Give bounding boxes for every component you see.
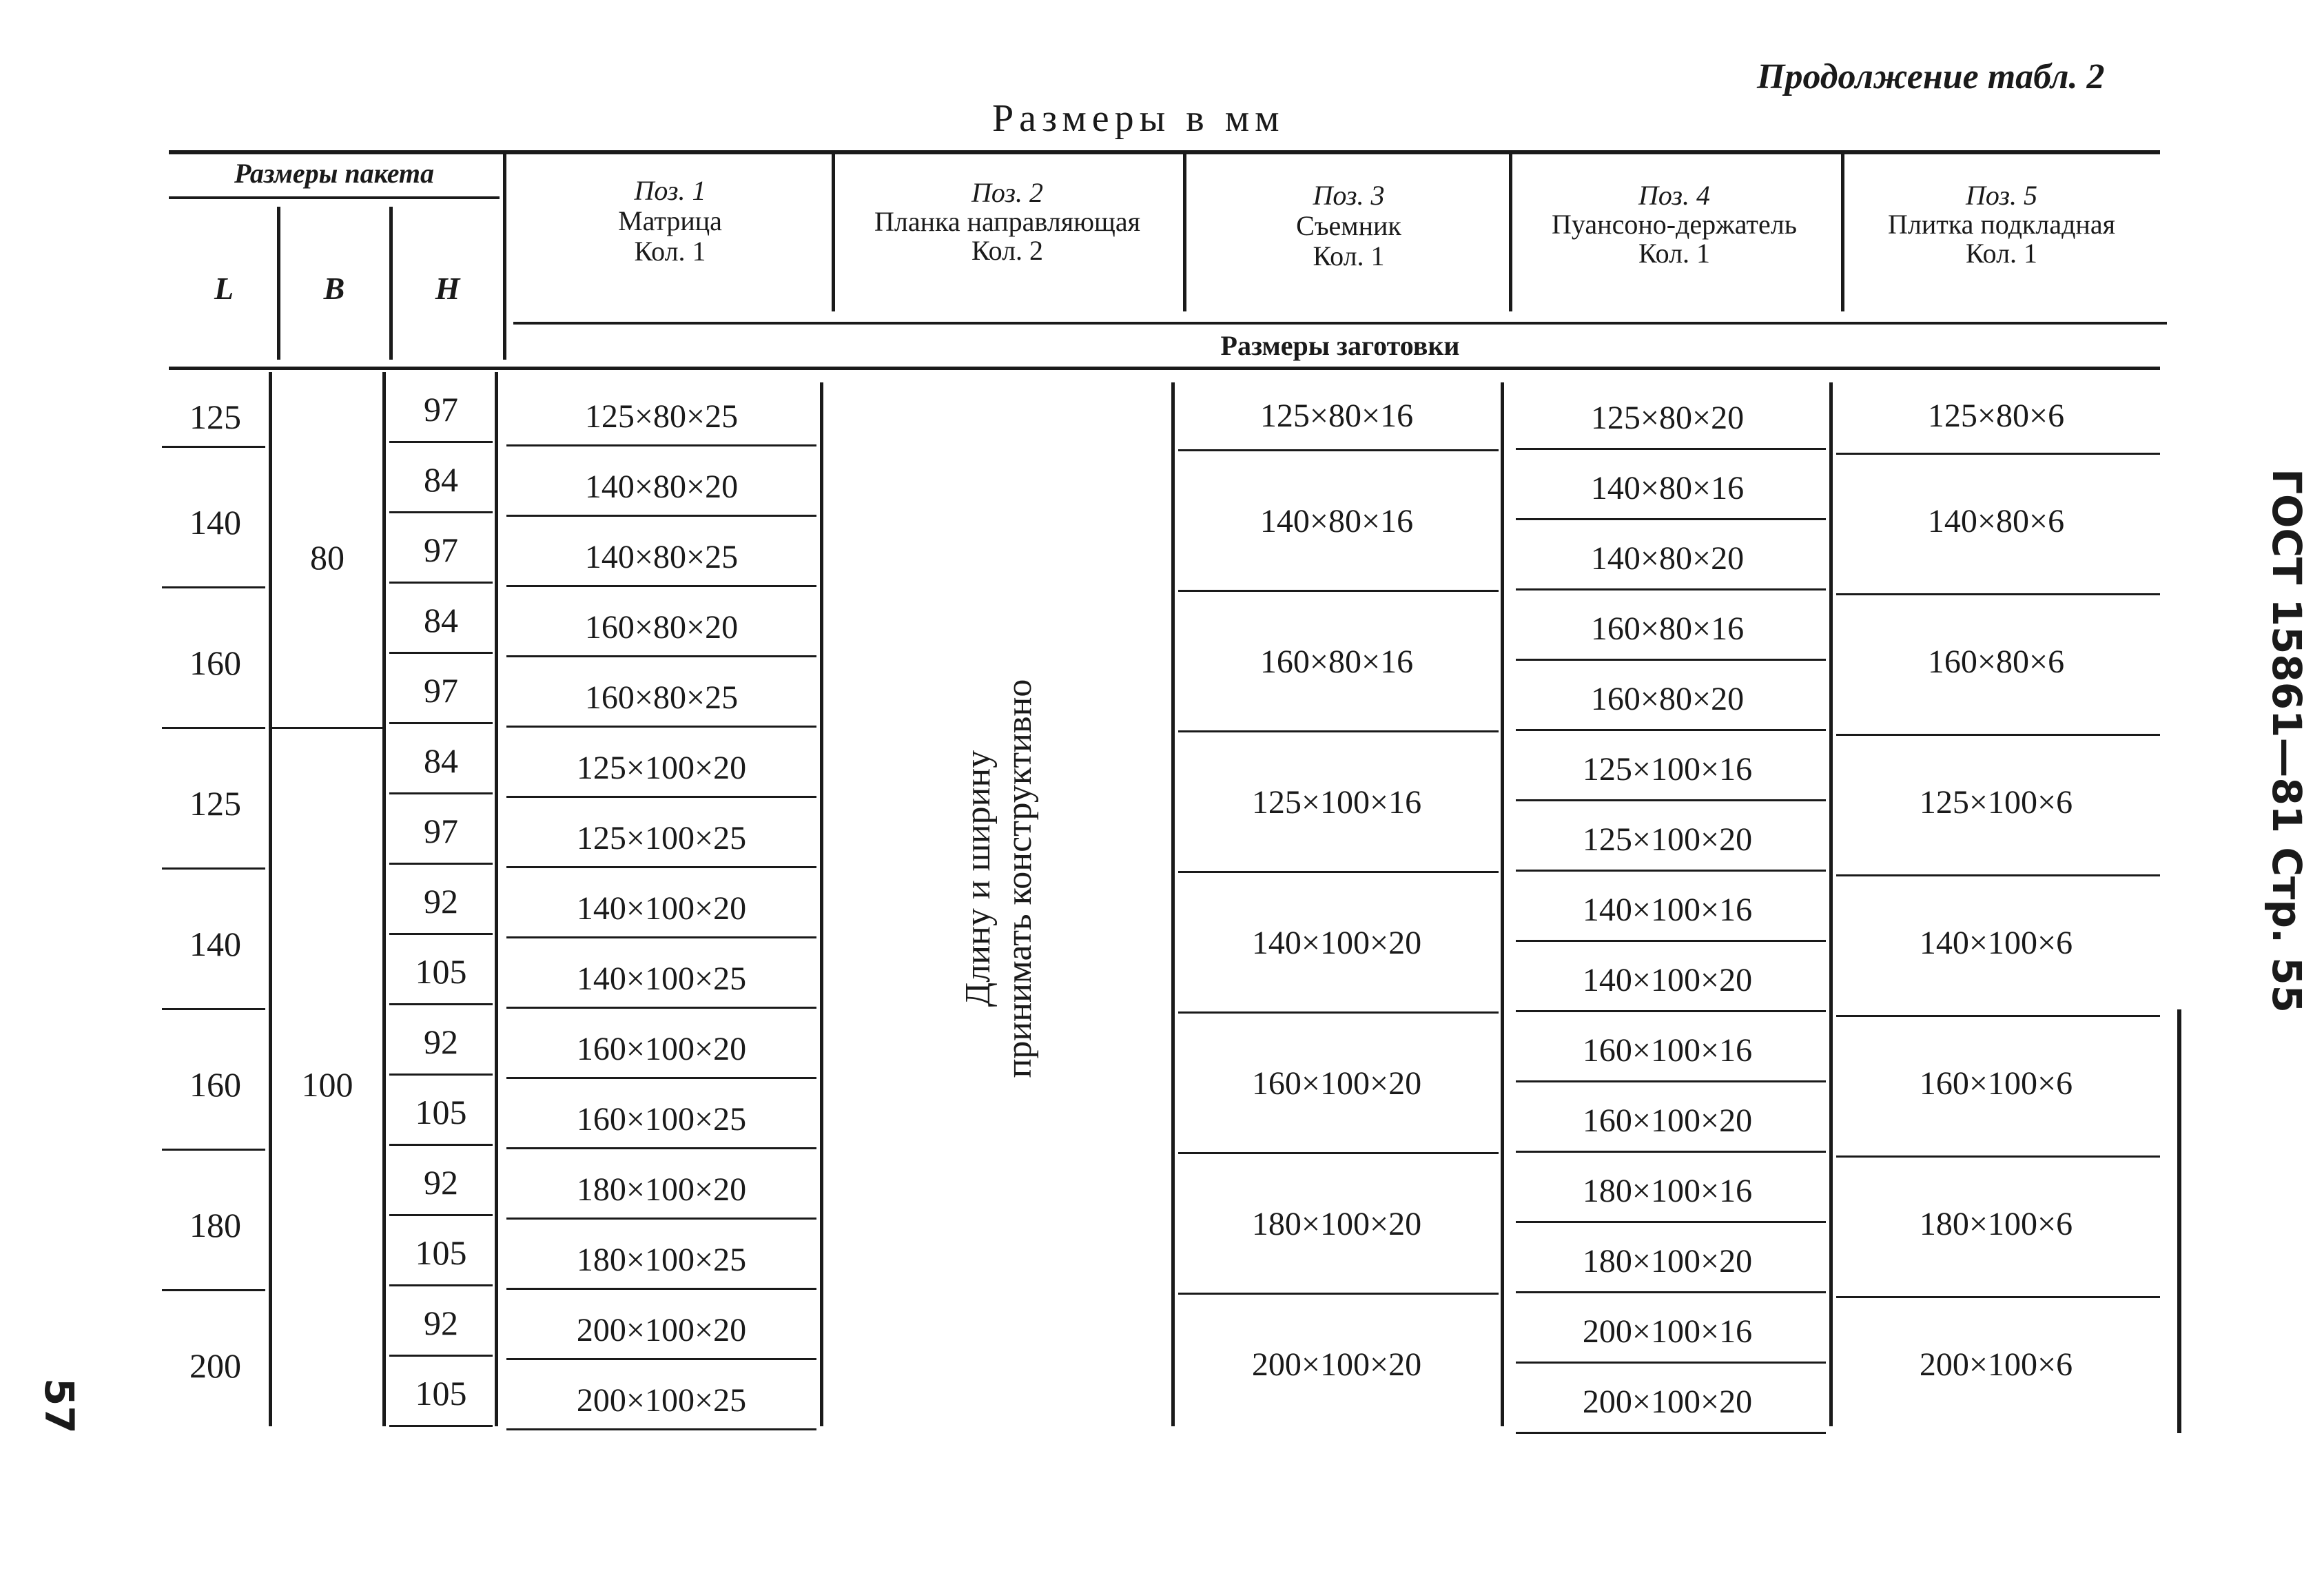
row-rule xyxy=(506,1218,816,1220)
pos1-qty: Кол. 1 xyxy=(634,236,706,267)
pos5-blank-size: 125×80×6 xyxy=(1927,398,2065,434)
pos3-blank-size: 140×80×16 xyxy=(1259,503,1414,540)
header-divider xyxy=(1183,153,1186,311)
group-rule xyxy=(1836,1155,2160,1158)
row-rule xyxy=(1516,1080,1826,1082)
row-rule xyxy=(1516,1362,1826,1364)
pos1-blank-size: 125×100×20 xyxy=(576,750,747,786)
pos4-blank-size: 160×100×20 xyxy=(1582,1102,1753,1139)
row-rule xyxy=(389,1214,493,1216)
pos4-blank-size: 200×100×16 xyxy=(1582,1313,1753,1350)
l-value: 180 xyxy=(189,1206,241,1244)
group-rule xyxy=(1836,453,2160,455)
group-rule xyxy=(1178,1011,1499,1014)
pos4-blank-size: 125×100×20 xyxy=(1582,821,1753,858)
pos5-blank-size: 180×100×6 xyxy=(1919,1206,2073,1242)
row-rule xyxy=(389,1144,493,1146)
pos4-blank-size: 140×100×20 xyxy=(1582,962,1753,998)
pos4-blank-size: 140×100×16 xyxy=(1582,892,1753,928)
package-group-rule xyxy=(169,196,500,199)
pos3-number: Поз. 3 xyxy=(1313,180,1385,211)
h-value: 84 xyxy=(424,741,458,780)
row-rule xyxy=(389,511,493,513)
row-rule xyxy=(389,1003,493,1005)
row-rule xyxy=(1516,799,1826,801)
l-value: 200 xyxy=(189,1346,241,1385)
gost-page-ref: ГОСТ 15861—81 Стр. 55 xyxy=(2263,469,2310,1013)
group-rule xyxy=(1836,593,2160,595)
row-rule xyxy=(1516,1432,1826,1434)
l-value: 160 xyxy=(189,1065,241,1104)
pos2-name: Планка направляющая xyxy=(874,206,1140,237)
group-rule xyxy=(1178,730,1499,732)
row-rule xyxy=(1516,870,1826,872)
h-value: 92 xyxy=(424,1163,458,1202)
row-rule xyxy=(506,1077,816,1079)
pos3-name: Съемник xyxy=(1296,210,1401,241)
pos3-blank-size: 125×80×16 xyxy=(1259,398,1414,434)
col-header-b: B xyxy=(323,271,345,306)
row-rule xyxy=(1516,1151,1826,1153)
row-rule xyxy=(389,441,493,443)
pos1-name: Матрица xyxy=(618,205,722,236)
row-rule xyxy=(1516,1291,1826,1293)
group-rule xyxy=(162,867,265,870)
pos3-blank-size: 180×100×20 xyxy=(1251,1206,1422,1242)
l-value: 140 xyxy=(189,503,241,542)
h-value: 92 xyxy=(424,1023,458,1061)
blank-sizes-label: Размеры заготовки xyxy=(1220,330,1460,361)
row-rule xyxy=(1516,1010,1826,1012)
pos2-qty: Кол. 2 xyxy=(971,235,1044,266)
pos1-number: Поз. 1 xyxy=(634,175,706,206)
pos5-blank-size: 140×100×6 xyxy=(1919,925,2073,961)
body-divider xyxy=(495,372,498,1426)
header-bottom-rule xyxy=(169,367,2160,370)
pos4-blank-size: 140×80×16 xyxy=(1590,470,1745,506)
b-value: 100 xyxy=(301,1065,353,1104)
row-rule xyxy=(389,652,493,654)
group-rule xyxy=(165,446,265,448)
pos1-blank-size: 180×100×25 xyxy=(576,1242,747,1278)
h-value: 92 xyxy=(424,882,458,921)
row-rule xyxy=(1516,1221,1826,1223)
body-divider xyxy=(382,372,386,1426)
header-divider xyxy=(1841,153,1844,311)
row-rule xyxy=(506,444,816,446)
col-header-h: H xyxy=(435,271,460,306)
row-rule xyxy=(506,655,816,657)
row-rule xyxy=(506,1428,816,1430)
continuation-label: Продолжение табл. 2 xyxy=(1757,57,2105,96)
group-rule xyxy=(162,1008,265,1010)
pos5-blank-size: 160×100×6 xyxy=(1919,1065,2073,1102)
pos4-number: Поз. 4 xyxy=(1638,180,1710,211)
pos4-blank-size: 125×80×20 xyxy=(1590,400,1745,436)
b-group-rule xyxy=(272,727,382,729)
pos2-note xyxy=(958,679,1040,1078)
body-divider xyxy=(820,382,823,1426)
package-size-header: Размеры пакета xyxy=(234,158,435,189)
pos1-blank-size: 140×80×25 xyxy=(584,539,739,575)
pos4-qty: Кол. 1 xyxy=(1638,238,1711,269)
row-rule xyxy=(1516,940,1826,942)
pos3-header xyxy=(1192,181,1505,271)
row-rule xyxy=(1516,659,1826,661)
pos2-note-line2: принимать конструктивно xyxy=(1000,679,1039,1078)
pos1-blank-size: 200×100×25 xyxy=(576,1382,747,1419)
col-header-l: L xyxy=(214,271,234,306)
row-rule xyxy=(389,582,493,584)
pos4-blank-size: 125×100×16 xyxy=(1582,751,1753,788)
pos1-blank-size: 180×100×20 xyxy=(576,1171,747,1208)
group-rule xyxy=(1836,734,2160,736)
pos3-qty: Кол. 1 xyxy=(1313,240,1385,271)
pos5-name: Плитка подкладная xyxy=(1888,209,2115,240)
group-rule xyxy=(162,1289,265,1291)
group-rule xyxy=(162,727,265,729)
group-rule xyxy=(1178,590,1499,592)
pos1-header xyxy=(510,176,830,267)
h-value: 84 xyxy=(424,601,458,639)
group-rule xyxy=(1178,449,1499,451)
row-rule xyxy=(506,1358,816,1360)
row-rule xyxy=(389,863,493,865)
h-value: 84 xyxy=(424,460,458,499)
pos1-blank-size: 200×100×20 xyxy=(576,1312,747,1348)
pos2-header xyxy=(849,178,1166,266)
row-rule xyxy=(506,1007,816,1009)
pos5-blank-size: 200×100×6 xyxy=(1919,1346,2073,1383)
pos4-blank-size: 180×100×20 xyxy=(1582,1243,1753,1280)
units-caption: Размеры в мм xyxy=(992,97,1285,140)
row-rule xyxy=(1516,729,1826,731)
pos3-blank-size: 140×100×20 xyxy=(1251,925,1422,961)
pos4-blank-size: 160×80×20 xyxy=(1590,681,1745,717)
h-value: 97 xyxy=(424,671,458,710)
pos5-header xyxy=(1860,181,2143,269)
pos4-blank-size: 160×80×16 xyxy=(1590,610,1745,647)
pos3-blank-size: 160×80×16 xyxy=(1259,644,1414,680)
h-value: 92 xyxy=(424,1304,458,1342)
pos4-name: Пуансоно-держатель xyxy=(1552,209,1797,240)
pos1-blank-size: 125×100×25 xyxy=(576,820,747,856)
group-rule xyxy=(1178,1293,1499,1295)
h-value: 105 xyxy=(415,952,467,991)
h-value: 97 xyxy=(424,531,458,569)
l-value: 160 xyxy=(189,644,241,682)
l-value: 125 xyxy=(189,784,241,823)
pos3-blank-size: 200×100×20 xyxy=(1251,1346,1422,1383)
pos4-blank-size: 140×80×20 xyxy=(1590,540,1745,577)
pos1-blank-size: 140×100×20 xyxy=(576,890,747,927)
row-rule xyxy=(506,726,816,728)
row-rule xyxy=(1516,588,1826,590)
pos1-blank-size: 160×80×20 xyxy=(584,609,739,646)
pos1-blank-size: 160×100×25 xyxy=(576,1101,747,1138)
l-value: 140 xyxy=(189,925,241,963)
l-value: 125 xyxy=(189,398,241,436)
header-divider xyxy=(503,153,506,360)
pos4-blank-size: 160×100×16 xyxy=(1582,1032,1753,1069)
group-rule xyxy=(162,586,265,588)
header-divider xyxy=(832,153,835,311)
header-divider xyxy=(277,207,280,360)
row-rule xyxy=(506,936,816,938)
b-value: 80 xyxy=(310,538,345,577)
header-divider xyxy=(1509,153,1512,311)
pos5-qty: Кол. 1 xyxy=(1965,238,2038,269)
header-divider xyxy=(389,207,393,360)
pos4-header xyxy=(1536,181,1812,269)
row-rule xyxy=(506,515,816,517)
body-divider xyxy=(269,372,272,1426)
row-rule xyxy=(389,1074,493,1076)
group-rule xyxy=(1178,1152,1499,1154)
body-divider xyxy=(1829,382,1833,1426)
pos1-blank-size: 125×80×25 xyxy=(584,398,739,435)
row-rule xyxy=(1516,448,1826,450)
pos1-blank-size: 160×80×25 xyxy=(584,679,739,716)
pos2-number: Поз. 2 xyxy=(971,177,1043,208)
pos4-blank-size: 200×100×20 xyxy=(1582,1384,1753,1420)
pos2-note-line1: Длину и ширину xyxy=(958,750,998,1007)
body-divider xyxy=(1501,382,1504,1426)
row-rule xyxy=(389,933,493,935)
h-value: 105 xyxy=(415,1093,467,1131)
gost-side-rule xyxy=(2177,1009,2181,1433)
row-rule xyxy=(506,796,816,798)
page-number: 57 xyxy=(36,1378,83,1434)
row-rule xyxy=(389,722,493,724)
row-rule xyxy=(506,585,816,587)
group-rule xyxy=(1836,874,2160,876)
row-rule xyxy=(506,1147,816,1149)
row-rule xyxy=(1516,518,1826,520)
pos1-blank-size: 160×100×20 xyxy=(576,1031,747,1067)
row-rule xyxy=(389,1284,493,1286)
group-rule xyxy=(162,1149,265,1151)
row-rule xyxy=(389,1425,493,1427)
group-rule xyxy=(1836,1296,2160,1298)
pos3-blank-size: 160×100×20 xyxy=(1251,1065,1422,1102)
pos1-blank-size: 140×100×25 xyxy=(576,960,747,997)
row-rule xyxy=(506,1288,816,1290)
pos1-blank-size: 140×80×20 xyxy=(584,469,739,505)
h-value: 97 xyxy=(424,390,458,429)
row-rule xyxy=(389,792,493,794)
pos5-number: Поз. 5 xyxy=(1966,180,2037,211)
group-rule xyxy=(1836,1015,2160,1017)
table-top-rule xyxy=(169,150,2160,154)
h-value: 97 xyxy=(424,812,458,850)
row-rule xyxy=(506,866,816,868)
row-rule xyxy=(389,1355,493,1357)
pos5-blank-size: 140×80×6 xyxy=(1927,503,2065,540)
pos3-blank-size: 125×100×16 xyxy=(1251,784,1422,821)
pos5-blank-size: 125×100×6 xyxy=(1919,784,2073,821)
h-value: 105 xyxy=(415,1374,467,1412)
h-value: 105 xyxy=(415,1233,467,1272)
blank-sizes-top-rule xyxy=(513,322,2167,325)
pos5-blank-size: 160×80×6 xyxy=(1927,644,2065,680)
group-rule xyxy=(1178,871,1499,873)
pos4-blank-size: 180×100×16 xyxy=(1582,1173,1753,1209)
